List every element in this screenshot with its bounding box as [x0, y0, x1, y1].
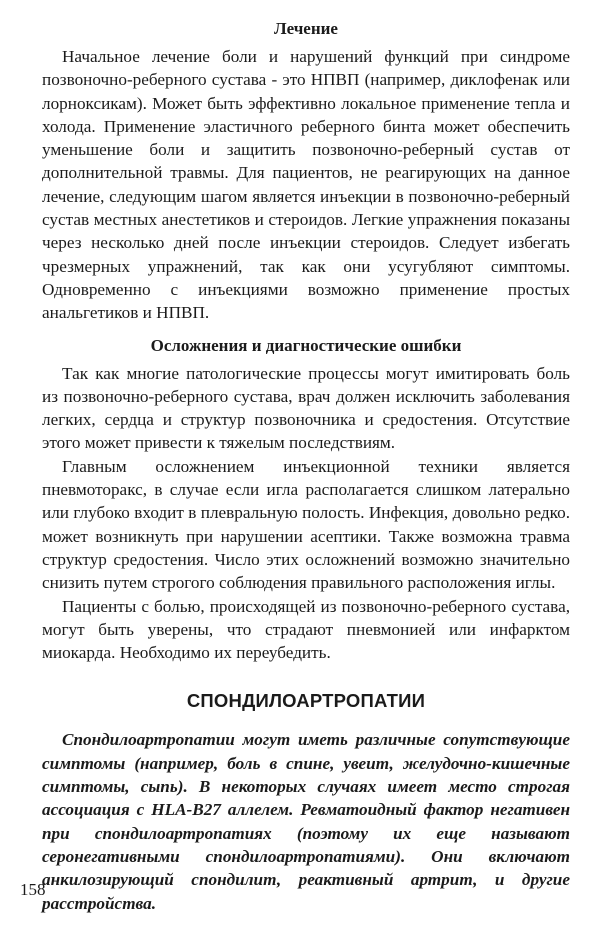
chapter-summary: Спондилоартропатии могут иметь различные сопутствующие симптомы (например, боль в спине, увеит, желудочно-кишечные симптомы, сыпь). В некоторых случаях имеет место строгая ассоциация с HLA-B27 аллелем. Ревматоидный фактор негативен при спондилоартропатиях (поэтому их еще называют серонегативными спондилоартропатиями). Они включают анкилозирующий спондилит, реактивный артрит, и другие расстройства. [42, 730, 570, 913]
page-number: 158 [20, 880, 46, 899]
complications-paragraph-3: Пациенты с болью, происходящей из позвоночно-реберного сустава, могут быть уверены, что страдают пневмонией или инфарктом миокарда. Необходимо их переубедить. [42, 596, 570, 663]
complications-heading: Осложнения и диагностические ошибки [150, 335, 462, 355]
complications-paragraph-2: Главным осложнением инъекционной техники является пневмоторакс, в случае если игла располагается слишком латерально или глубоко входит в плевральную полость. Инфекция, довольно редко. может возникнуть при нарушении асептики. Также возможна травма структур средостения. Число этих осложнений возможно значительно снизить путем строгого соблюдения правильного расположения иглы. [42, 456, 570, 593]
complications-paragraph-1: Так как многие патологические процессы могут имитировать боль из позвоночно-реберного сустава, врач должен исключить заболевания легких, сердца и структур позвоночника и средостения. Отсутствие этого может привести к тяжелым последствиям. [42, 363, 570, 453]
treatment-heading: Лечение [274, 19, 338, 38]
chapter-title: СПОНДИЛОАРТРОПАТИИ [186, 690, 426, 712]
treatment-paragraph: Начальное лечение боли и нарушений функций при синдроме позвоночно-реберного сустава - это НПВП (например, диклофенак или лорноксикам). Может быть эффективно локальное применение тепла и холода. Применение эластичного реберного бинта может обеспечить уменьшение боли и защитить позвоночно-реберный сустав от дополнительной травмы. Для пациентов, не реагирующих на данное лечение, следующим шагом является инъекции в позвоночно-реберный сустав местных анестетиков и стероидов. Легкие упражнения показаны через несколько дней после инъекции стероидов. Следует избегать чрезмерных упражнений, так как они усугубляют симптомы. Одновременно с инъекциями возможно применение простых анальгетиков и НПВП. [42, 47, 570, 323]
page-content [42, 18, 570, 915]
